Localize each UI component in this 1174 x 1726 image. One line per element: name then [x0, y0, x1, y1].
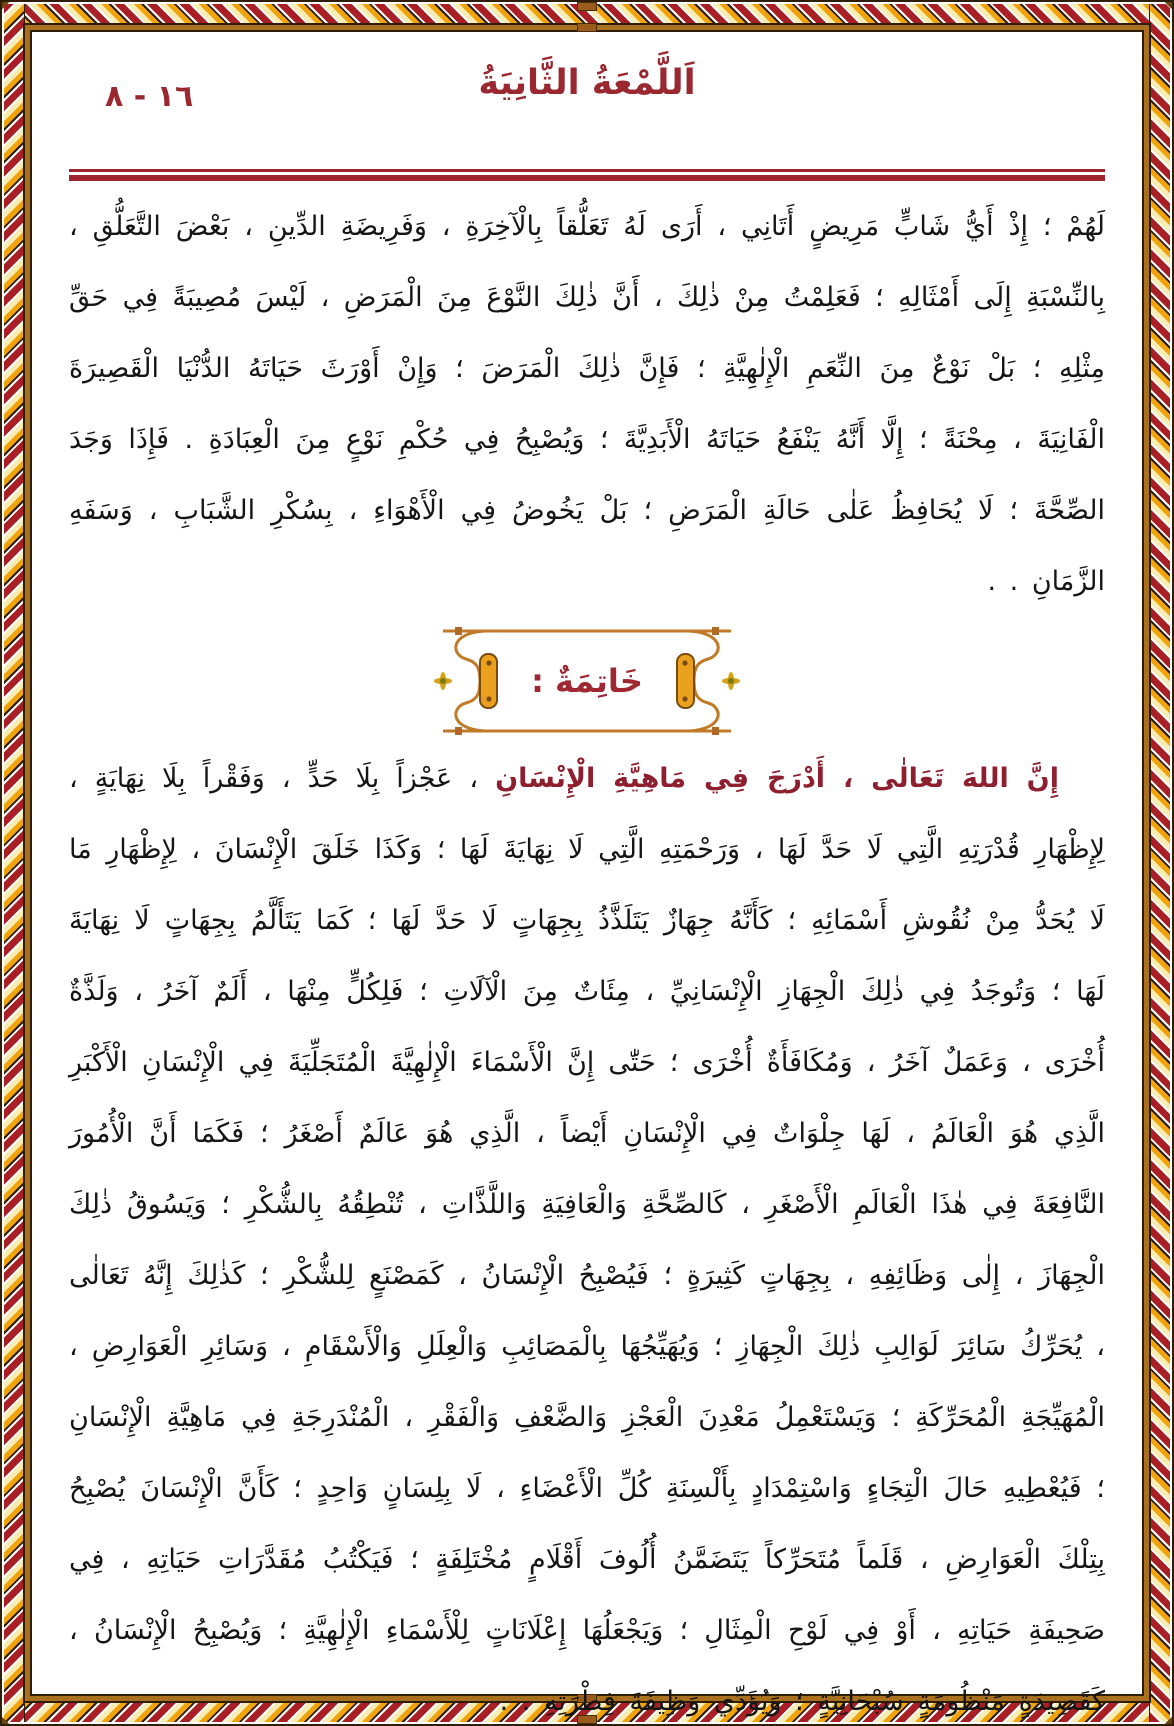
closing-lead-red: إِنَّ اللهَ تَعَالٰى ، أَدْرَجَ فِي مَاهِيَّةِ الْإِنْسَانِ: [495, 763, 1059, 794]
page-title: اَللَّمْعَةُ الثَّانِيَةُ: [478, 63, 696, 103]
page-content: [33, 33, 1141, 1717]
khatimah-heading: خَاتِمَةٌ :: [531, 662, 643, 700]
khatimah-ornament: [431, 621, 743, 741]
header-rule: [69, 169, 1105, 185]
closing-rest: ، عَجْزاً بِلَا حَدٍّ ، وَفَقْراً بِلَا نِهَايَةٍ ، لِإِظْهَارِ قُدْرَتِهِ الَّتِي لَا حَدَّ لَهَا ، وَرَحْمَتِهِ الَّتِي لَا نِهَايَةَ لَهَا ؛ وَكَذَا خَلَقَ الْإِنْسَانَ ، لِإِظْهَارِ مَا لَا يُحَدُّ مِنْ نُقُوشِ أَسْمَائِهِ ؛ كَأَنَّهُ جِهَازٌ يَتَلَذَّذُ بِجِهَاتٍ لَا حَدَّ لَهَا ؛ كَمَا يَتَأَلَّمُ بِجِهَاتٍ لَا نِهَايَةَ لَهَا ؛ وَتُوجَدُ فِي ذٰلِكَ الْجِهَازِ الْإِنْسَانِيِّ ، مِئَاتٌ مِنَ الْآلَاتِ ؛ فَلِكُلٍّ مِنْهَا ، أَلَمٌ آخَرُ ، وَلَذَّةٌ أُخْرَى ، وَعَمَلٌ آخَرُ ، وَمُكَافَأَةٌ أُخْرَى ؛ حَتّٰى إِنَّ الْأَسْمَاءَ الْإِلٰهِيَّةَ الْمُتَجَلِّيَةَ فِي الْإِنْسَانِ الْأَكْبَرِ الَّذِي هُوَ الْعَالَمُ ، لَهَا جِلْوَاتٌ فِي الْإِنْسَانِ أَيْضاً ، الَّذِي هُوَ عَالَمٌ أَصْغَرُ ؛ فَكَمَا أَنَّ الْأُمُورَ النَّافِعَةَ فِي هٰذَا الْعَالَمِ الْأَصْغَرِ ، كَالصِّحَّةِ وَالْعَافِيَةِ وَاللَّذَّاتِ ، تُنْطِقُهُ بِالشُّكْرِ ؛ وَيَسُوقُ ذٰلِكَ الْجِهَازَ ، إِلٰى وَظَائِفِهِ ، بِجِهَاتٍ كَثِيرَةٍ ؛ فَيُصْبِحُ الْإِنْسَانُ ، كَمَصْنَعٍ لِلشُّكْرِ ؛ كَذٰلِكَ إِنَّهُ تَعَالٰى ، يُحَرِّكُ سَائِرَ لَوَالِبِ ذٰلِكَ الْجِهَازِ ؛ وَيُهَيِّجُهَا بِالْمَصَائِبِ وَالْعِلَلِ وَالْأَسْقَامِ ، وَسَائِرِ الْعَوَارِضِ ، الْمُهَيِّجَةِ الْمُحَرِّكَةِ ؛ وَيَسْتَعْمِلُ مَعْدِنَ الْعَجْزِ وَالضَّعْفِ وَالْفَقْرِ ، الْمُنْدَرِجَةِ فِي مَاهِيَّةِ الْإِنْسَانِ ؛ فَيُعْطِيهِ حَالَ الْتِجَاءٍ وَاسْتِمْدَادٍ بِأَلْسِنَةِ كُلِّ الْأَعْضَاءِ ، لَا بِلِسَانٍ وَاحِدٍ ؛ كَأَنَّ الْإِنْسَانَ يُصْبِحُ بِتِلْكَ الْعَوَارِضِ ، قَلَماً مُتَحَرِّكاً يَتَضَمَّنُ أُلُوفَ أَقْلَامٍ مُخْتَلِفَةٍ ؛ فَيَكْتُبُ مُقَدَّرَاتِ حَيَاتِهِ ، فِي صَحِيفَةِ حَيَاتِهِ ، أَوْ فِي لَوْحِ الْمِثَالِ ؛ وَيَجْعَلُهَا إِعْلَانَاتٍ لِلْأَسْمَاءِ الْإِلٰهِيَّةِ ؛ وَيُصْبِحُ الْإِنْسَانُ ، كَقَصِيدَةٍ مَنْظُومَةٍ سُبْحَانِيَّةٍ ؛ وَيُؤَدِّي وَظِيفَةَ فِطْرَتِهِ . .: [69, 763, 1105, 1717]
page-header: [69, 33, 1105, 159]
border-chain-left: [4, 4, 25, 1722]
border-tab-icon: [577, 2, 597, 11]
border-chain-right: [1149, 4, 1170, 1722]
border-tab-icon: [577, 23, 597, 32]
closing-paragraph: [69, 743, 1105, 1726]
opening-paragraph: لَهُمْ ؛ إِذْ أَيُّ شَابٍّ مَرِيضٍ أَتَانِي ، أَرَى لَهُ تَعَلُّقاً بِالْآخِرَةِ ، وَفَرِيضَةِ الدِّينِ ، بَعْضَ التَّعَلُّقِ ، بِالنِّسْبَةِ إِلَى أَمْثَالِهِ ؛ فَعَلِمْتُ مِنْ ذٰلِكَ ، أَنَّ ذٰلِكَ النَّوْعَ مِنَ الْمَرَضِ ، لَيْسَ مُصِيبَةً فِي حَقِّ مِثْلِهِ ؛ بَلْ نَوْعٌ مِنَ النِّعَمِ الْإِلٰهِيَّةِ ؛ فَإِنَّ ذٰلِكَ الْمَرَضَ ؛ وَإِنْ أَوْرَثَ حَيَاتَهُ الدُّنْيَا الْقَصِيرَةَ الْفَانِيَةَ ، مِحْنَةً ؛ إِلَّا أَنَّهُ يَنْفَعُ حَيَاتَهُ الْأَبَدِيَّةَ ؛ وَيُصْبِحُ فِي حُكْمِ نَوْعٍ مِنَ الْعِبَادَةِ . فَإِذَا وَجَدَ الصِّحَّةَ ؛ لَا يُحَافِظُ عَلٰى حَالَةِ الْمَرَضِ ؛ بَلْ يَخُوضُ فِي الْأَهْوَاءِ ، بِسُكْرِ الشَّبَابِ ، وَسَفَهِ الزَّمَانِ . .: [69, 211, 1105, 597]
page-number: ١٦ - ٨: [105, 79, 194, 114]
